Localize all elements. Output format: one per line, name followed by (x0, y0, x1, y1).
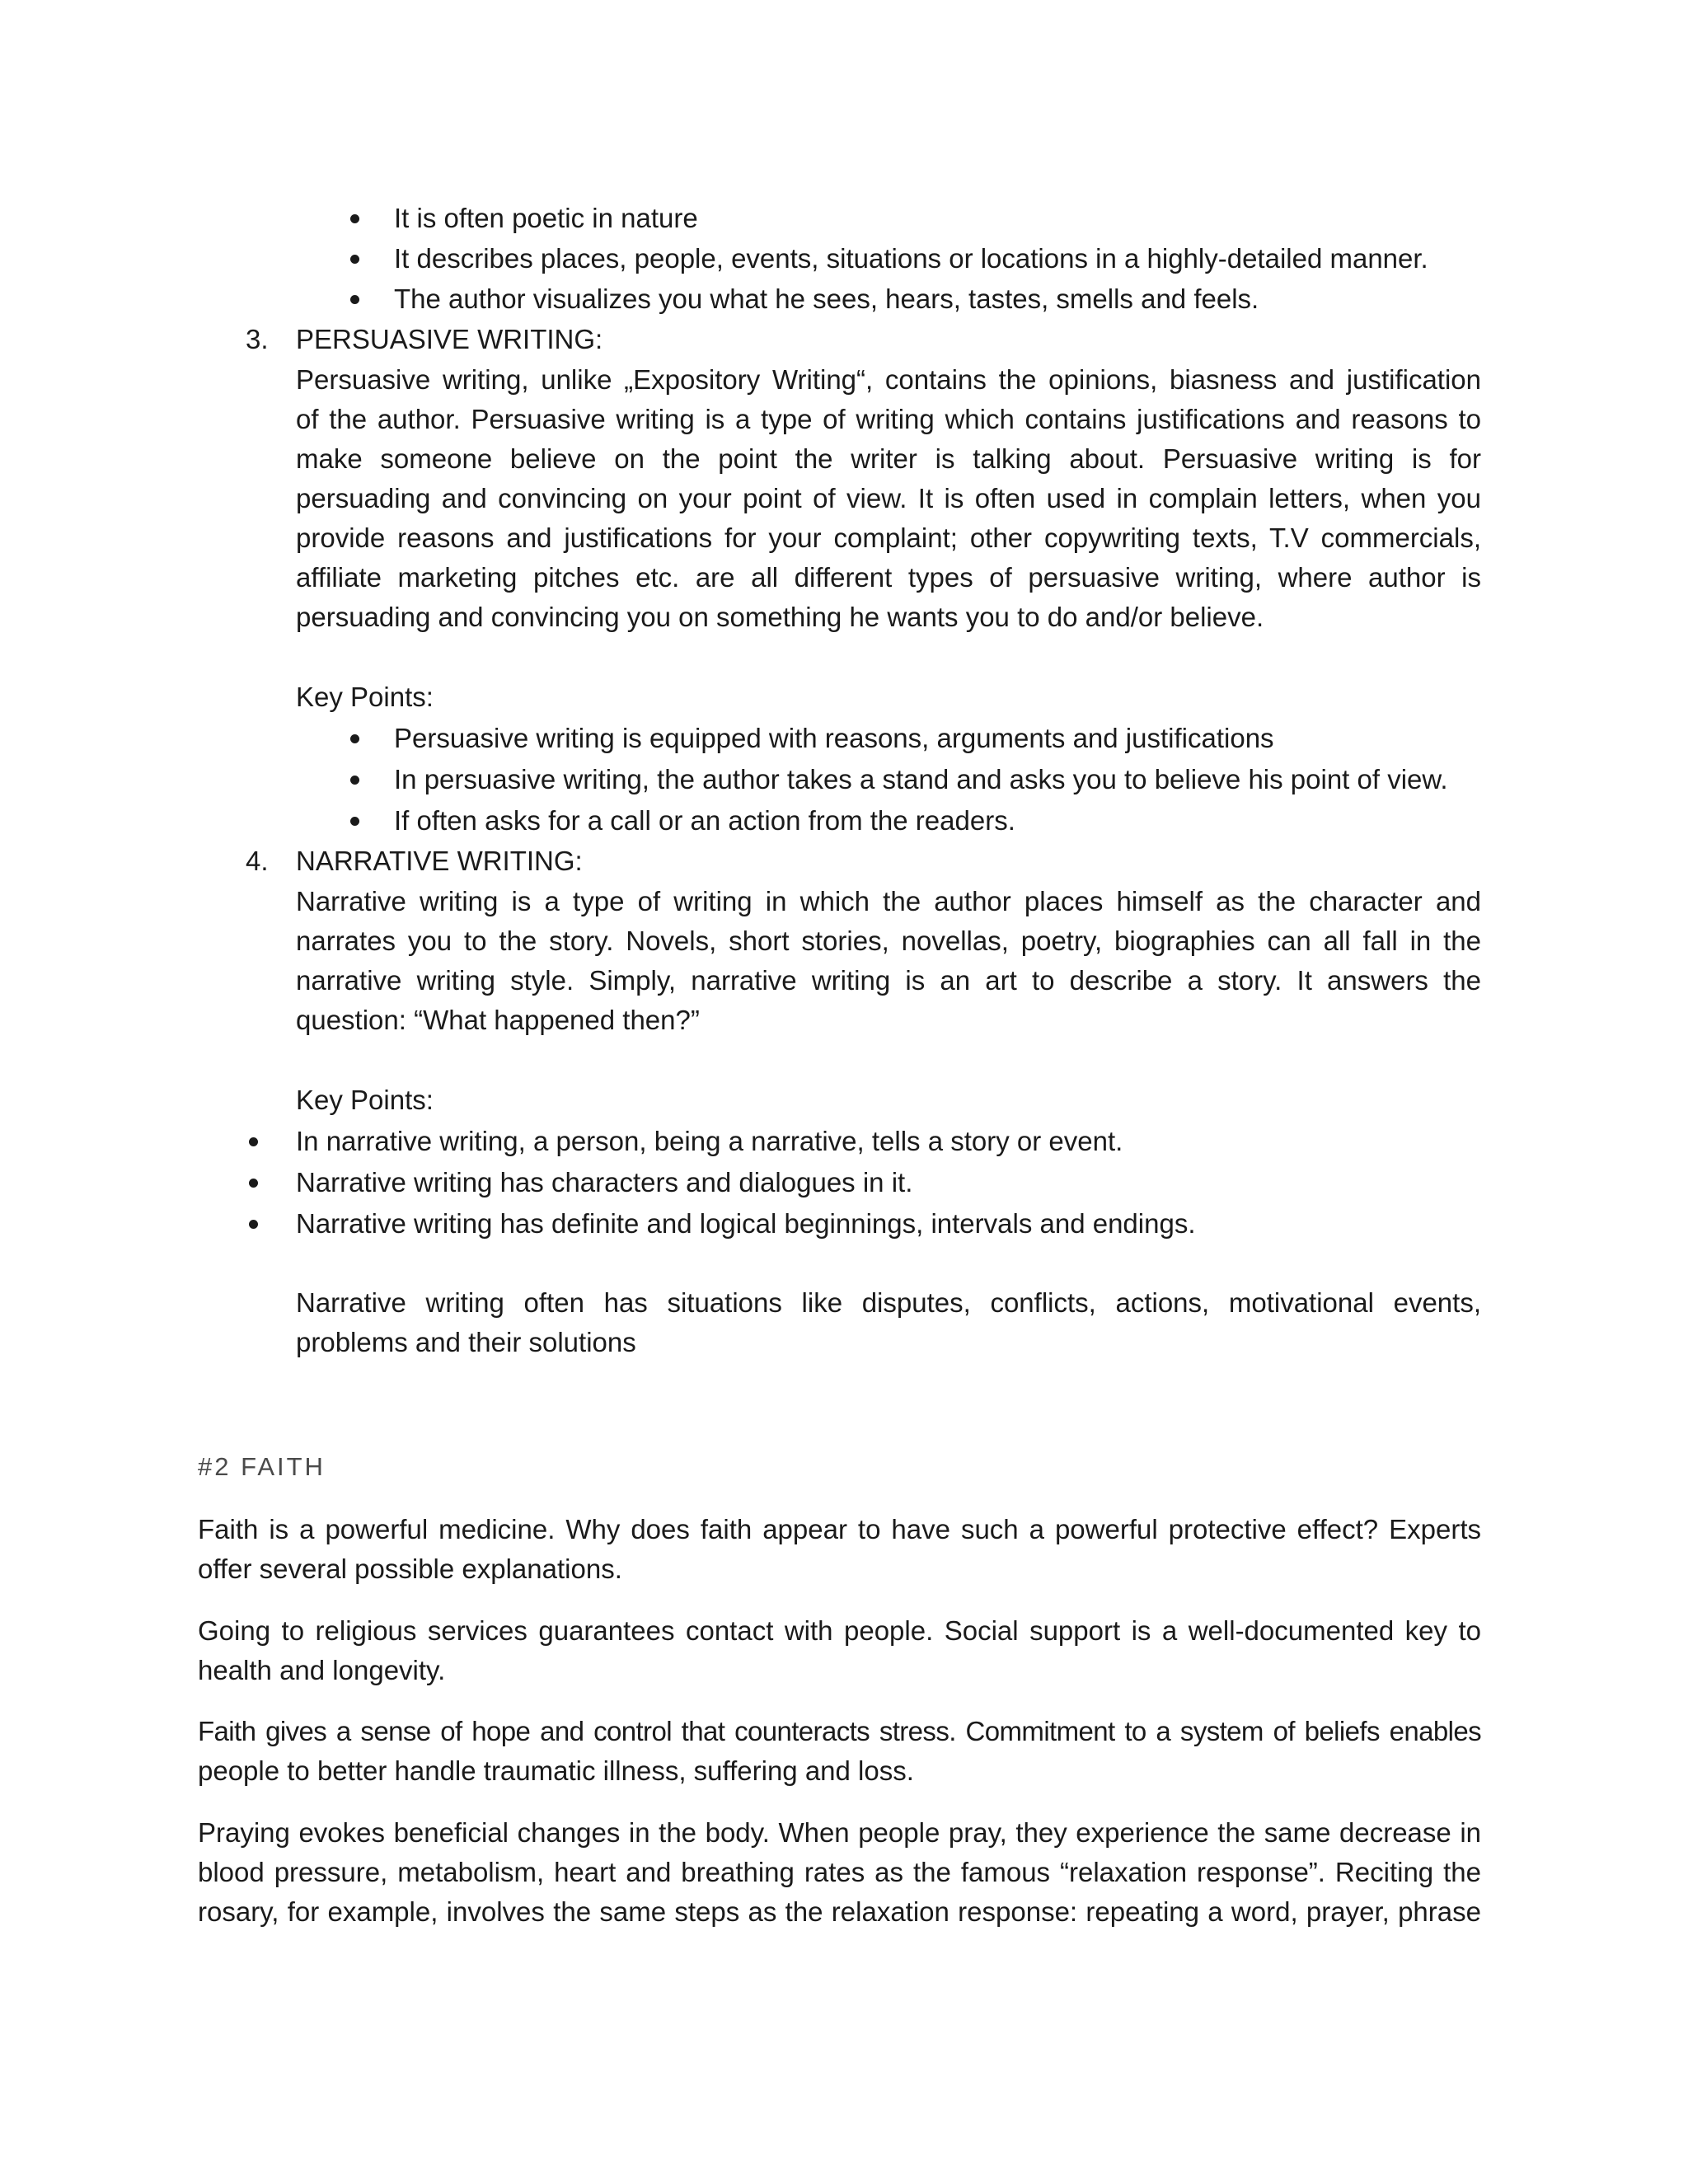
faith-p4-line-2: blood pressure, metabolism, heart and breathing rates as the famous “relaxation response”. Reciting the (198, 1857, 1481, 1887)
faith-p2-line-1: Going to religious services guarantees contact with people. Social support is a well-documented key to (198, 1615, 1481, 1646)
persuasive-key-point-3: If often asks for a call or an action from the readers. (394, 805, 1015, 836)
persuasive-line-6: affiliate marketing pitches etc. are all different types of persuasive writing, where author is (296, 562, 1481, 593)
faith-p1-line-1: Faith is a powerful medicine. Why does faith appear to have such a powerful protective effect? Experts (198, 1514, 1481, 1544)
faith-p2-line-2: health and longevity. (198, 1655, 446, 1685)
top-bullet-3: The author visualizes you what he sees, hears, tastes, smells and feels. (394, 284, 1259, 314)
narrative-closing-line-2: problems and their solutions (296, 1327, 636, 1357)
persuasive-line-2: of the author. Persuasive writing is a type of writing which contains justifications and reasons to (296, 404, 1481, 434)
persuasive-key-point-1: Persuasive writing is equipped with reasons, arguments and justifications (394, 723, 1274, 753)
faith-p4-line-1: Praying evokes beneficial changes in the body. When people pray, they experience the same decrease in (198, 1817, 1481, 1848)
faith-p1-line-2: offer several possible explanations. (198, 1554, 622, 1584)
bullet-icon (350, 295, 359, 304)
narrative-key-point-1: In narrative writing, a person, being a narrative, tells a story or event. (296, 1126, 1123, 1156)
top-bullet-2: It describes places, people, events, situations or locations in a highly-detailed manner. (394, 243, 1428, 274)
bullet-icon (350, 817, 359, 826)
bullet-icon (350, 734, 359, 743)
narrative-closing-line-1: Narrative writing often has situations like disputes, conflicts, actions, motivational events, (296, 1287, 1481, 1318)
persuasive-line-5: provide reasons and justifications for your complaint; other copywriting texts, T.V commercials, (296, 523, 1481, 553)
narrative-key-point-3: Narrative writing has definite and logical beginnings, intervals and endings. (296, 1208, 1196, 1239)
persuasive-key-point-2: In persuasive writing, the author takes a stand and asks you to believe his point of view. (394, 764, 1448, 794)
narrative-key-points-label: Key Points: (296, 1085, 434, 1115)
narrative-key-point-2: Narrative writing has characters and dialogues in it. (296, 1167, 913, 1197)
bullet-icon (249, 1137, 258, 1146)
narrative-line-4: question: “What happened then?” (296, 1005, 700, 1035)
bullet-icon (350, 255, 359, 264)
top-bullet-1: It is often poetic in nature (394, 203, 698, 233)
persuasive-line-3: make someone believe on the point the writer is talking about. Persuasive writing is for (296, 443, 1481, 474)
faith-p3-line-2: people to better handle traumatic illness, suffering and loss. (198, 1755, 914, 1786)
persuasive-line-7: persuading and convincing you on something he wants you to do and/or believe. (296, 602, 1264, 632)
bullet-icon (350, 214, 359, 223)
section-number-4: 4. (246, 846, 269, 876)
narrative-line-2: narrates you to the story. Novels, short stories, novellas, poetry, biographies can all fall in the (296, 926, 1481, 956)
bullet-icon (249, 1179, 258, 1188)
faith-heading: #2 FAITH (198, 1452, 326, 1481)
faith-p4-line-3: rosary, for example, involves the same steps as the relaxation response: repeating a word, prayer, phrase (198, 1896, 1481, 1927)
narrative-title: NARRATIVE WRITING: (296, 846, 583, 876)
bullet-icon (249, 1220, 258, 1229)
persuasive-line-4: persuading and convincing on your point of view. It is often used in complain letters, when you (296, 483, 1481, 513)
bullet-icon (350, 776, 359, 785)
persuasive-title: PERSUASIVE WRITING: (296, 324, 603, 354)
section-number-3: 3. (246, 324, 269, 354)
narrative-line-3: narrative writing style. Simply, narrative writing is an art to describe a story. It answers the (296, 965, 1481, 996)
persuasive-key-points-label: Key Points: (296, 682, 434, 712)
faith-p3-line-1: Faith gives a sense of hope and control that counteracts stress. Commitment to a system of beliefs enables (198, 1716, 1481, 1746)
narrative-line-1: Narrative writing is a type of writing in which the author places himself as the character and (296, 886, 1481, 916)
persuasive-line-1: Persuasive writing, unlike „Expository Writing“, contains the opinions, biasness and justification (296, 364, 1481, 395)
